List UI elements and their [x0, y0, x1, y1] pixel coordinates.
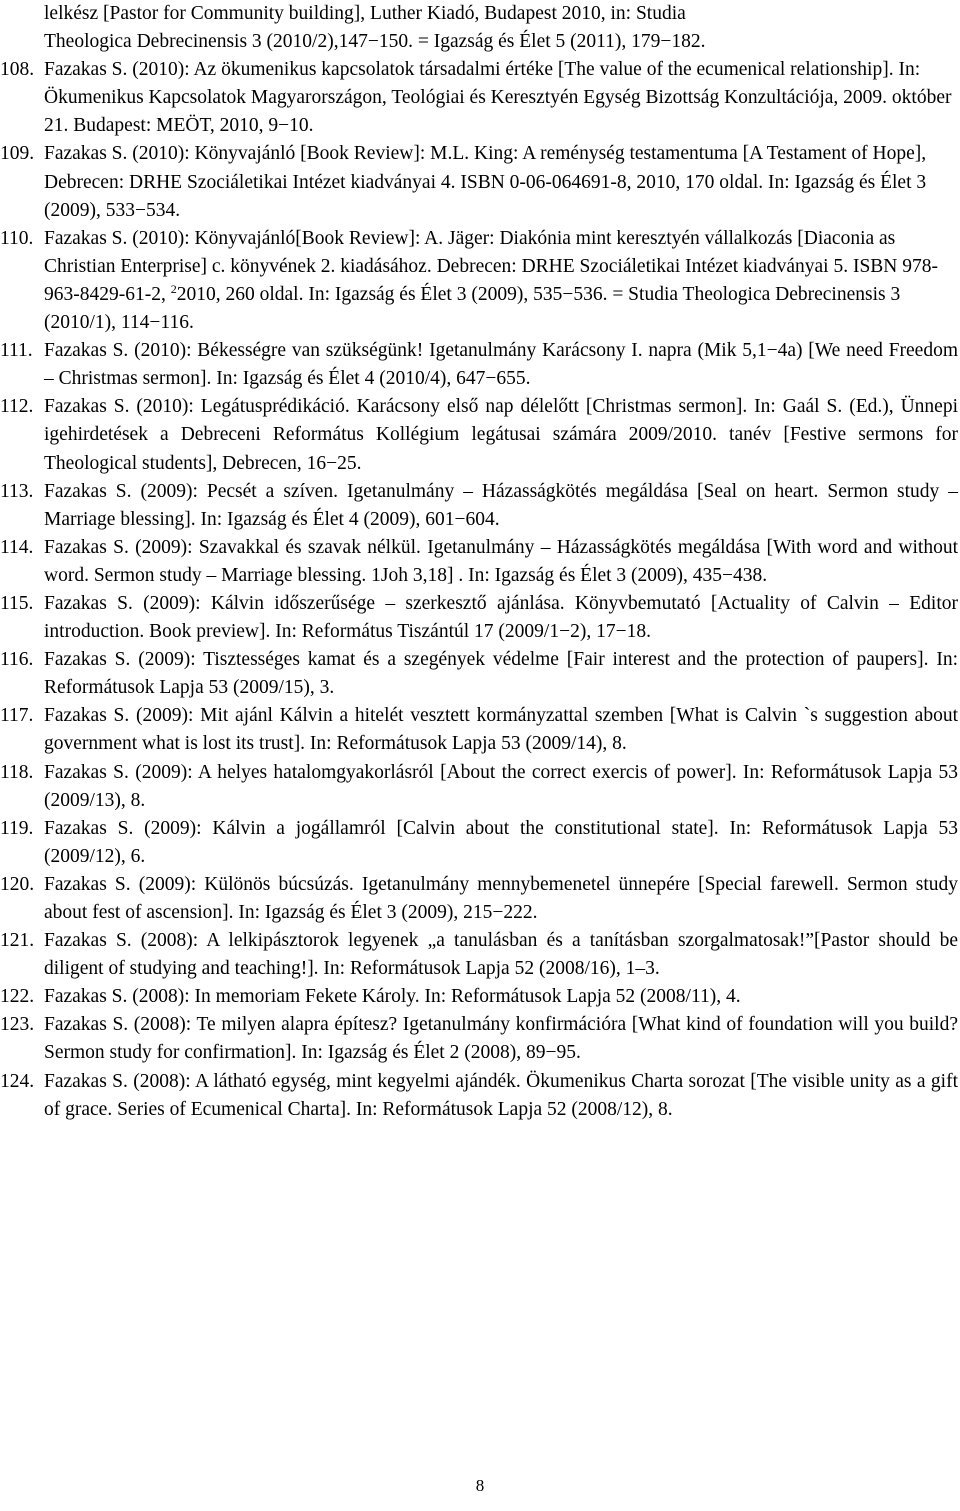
- reference-item: [0, 871, 960, 927]
- reference-number: 120.: [0, 873, 35, 895]
- reference-number: 123.: [0, 1014, 35, 1036]
- reference-number: 121.: [0, 930, 35, 952]
- reference-number: 108.: [0, 59, 35, 81]
- reference-text: Fazakas S. (2008): In memoriam Fekete Károly. In: Reformátusok Lapja 52 (2008/11), 4.: [44, 986, 741, 1008]
- reference-item: [0, 225, 960, 337]
- reference-text: Fazakas S. (2009): Tisztességes kamat és a szegények védelme [Fair interest and the protection of paupers]. In: Reformátusok Lapja 53 (2009/15), 3.: [44, 649, 958, 699]
- reference-text: Fazakas S. (2009): Különös búcsúzás. Igetanulmány mennybemenetel ünnepére [Special farewell. Sermon study about fest of ascension]. In: Igazság és Élet 3 (2009), 215−222.: [44, 873, 958, 923]
- reference-item: [0, 815, 960, 871]
- reference-text: Fazakas S. (2009): Pecsét a szíven. Igetanulmány – Házasságkötés megáldása [Seal on heart. Sermon study – Marriage blessing]. In: Igazság és Élet 4 (2009), 601−604.: [44, 480, 958, 530]
- reference-item: [0, 590, 960, 646]
- reference-item: [0, 759, 960, 815]
- reference-number: 110.: [0, 227, 34, 249]
- reference-text: Fazakas S. (2009): Kálvin időszerűsége – szerkesztő ajánlása. Könyvbemutató [Actuality of Calvin – Editor introduction. Book preview]. In: Református Tiszántúl 17 (2009/1−2), 17−18.: [44, 592, 958, 643]
- reference-item: [0, 56, 960, 140]
- reference-number: 112.: [0, 396, 34, 418]
- reference-item: [0, 534, 960, 590]
- superscript-edition: 2: [170, 281, 177, 296]
- reference-number: 116.: [0, 649, 34, 671]
- reference-number: 118.: [0, 761, 34, 783]
- reference-number: 122.: [0, 986, 35, 1008]
- reference-text: Fazakas S. (2009): Mit ajánl Kálvin a hitelét vesztett kormányzattal szemben [What is Calvin `s suggestion about government what is lost its trust]. In: Reformátusok Lapja 53 (2009/14), 8.: [44, 705, 958, 755]
- reference-number: 111.: [0, 340, 33, 362]
- reference-number: 109.: [0, 143, 35, 165]
- reference-item: [0, 393, 960, 477]
- reference-text: Fazakas S. (2008): A lelkipásztorok legyenek „a tanulásban és a tanításban szorgalmatosak!”[Pastor should be diligent of studying and teaching!]. In: Reformátusok Lapja 52 (2008/16), 1–3.: [44, 930, 958, 980]
- reference-item: [0, 1068, 960, 1124]
- reference-item: [0, 927, 960, 983]
- reference-item: [0, 646, 960, 702]
- reference-text-continued: 2010, 260 oldal. In: Igazság és Élet 3 (2009), 535−536. = Studia Theologica Debrecinensis 3 (2010/1), 114−116.: [44, 283, 901, 334]
- continued-line: Theologica Debrecinensis 3 (2010/2),147−150. = Igazság és Élet 5 (2011), 179−182.: [44, 31, 706, 53]
- reference-item: [0, 1011, 960, 1067]
- reference-text: Fazakas S. (2009): A helyes hatalomgyakorlásról [About the correct exercis of power]. In: Reformátusok Lapja 53 (2009/13), 8.: [44, 761, 958, 811]
- reference-item: [0, 702, 960, 758]
- reference-text: Fazakas S. (2010): Könyvajánló[Book Review]: A. Jäger: Diakónia mint keresztyén vállalkozás [Diaconia as Christian Enterprise] c. könyvének 2. kiadásához. Debrecen: DRHE Szociáletikai Intézet kiadványai 5. ISBN 978-963-8429-61-2,: [44, 227, 939, 305]
- reference-text: Fazakas S. (2010): Könyvajánló [Book Review]: M.L. King: A reménység testamentuma [A Testament of Hope], Debrecen: DRHE Szociáletikai Intézet kiadványai 4. ISBN 0-06-064691-8, 2010, 170 oldal. In: Igazság és Élet 3 (2009), 533−534.: [44, 143, 927, 221]
- reference-number: 124.: [0, 1070, 35, 1092]
- reference-number: 113.: [0, 480, 34, 502]
- reference-text: Fazakas S. (2010): Legátusprédikáció. Karácsony első nap délelőtt [Christmas sermon]. In: Gaál S. (Ed.), Ünnepi igehirdetések a Debreceni Református Kollégium legátusai számára 2009/2010. tanév [Festive sermons for Theological students], Debrecen, 16−25.: [44, 396, 958, 474]
- reference-number: 115.: [0, 592, 34, 614]
- reference-text: Fazakas S. (2008): Te milyen alapra építesz? Igetanulmány konfirmációra [What kind of foundation will you build? Sermon study for confirmation]. In: Igazság és Élet 2 (2008), 89−95.: [44, 1014, 958, 1064]
- reference-item: [0, 140, 960, 224]
- reference-item: [0, 337, 960, 393]
- reference-text: Fazakas S. (2009): Szavakkal és szavak nélkül. Igetanulmány – Házasságkötés megáldása [With word and without word. Sermon study – Marriage blessing. 1Joh 3,18] . In: Igazság és Élet 3 (2009), 435−438.: [44, 536, 958, 586]
- continued-line: lelkész [Pastor for Community building], Luther Kiadó, Budapest 2010, in: Studia: [44, 3, 686, 24]
- reference-text: Fazakas S. (2009): Kálvin a jogállamról [Calvin about the constitutional state]. In: Reformátusok Lapja 53 (2009/12), 6.: [44, 817, 958, 867]
- reference-text: Fazakas S. (2010): Az ökumenikus kapcsolatok társadalmi értéke [The value of the ecumenical relationship]. In: Ökumenikus Kapcsolatok Magyarországon, Teológiai és Keresztyén Egység Bizottság Konzultációja, 2009. október 21. Budapest: MEÖT, 2010, 9−10.: [44, 59, 952, 137]
- reference-number: 119.: [0, 817, 34, 839]
- page-number: 8: [475, 1476, 485, 1495]
- reference-text: Fazakas S. (2008): A látható egység, mint kegyelmi ajándék. Ökumenikus Charta sorozat [The visible unity as a gift of grace. Series of Ecumenical Charta]. In: Reformátusok Lapja 52 (2008/12), 8.: [44, 1070, 958, 1120]
- reference-number: 114.: [0, 536, 34, 558]
- reference-number: 117.: [0, 705, 34, 727]
- reference-item: [0, 478, 960, 534]
- reference-item: [0, 983, 960, 1011]
- reference-text: Fazakas S. (2010): Békességre van szükségünk! Igetanulmány Karácsony I. napra (Mik 5,1−4a) [We need Freedom – Christmas sermon]. In: Igazság és Élet 4 (2010/4), 647−655.: [44, 340, 958, 390]
- continued-reference: [0, 0, 960, 56]
